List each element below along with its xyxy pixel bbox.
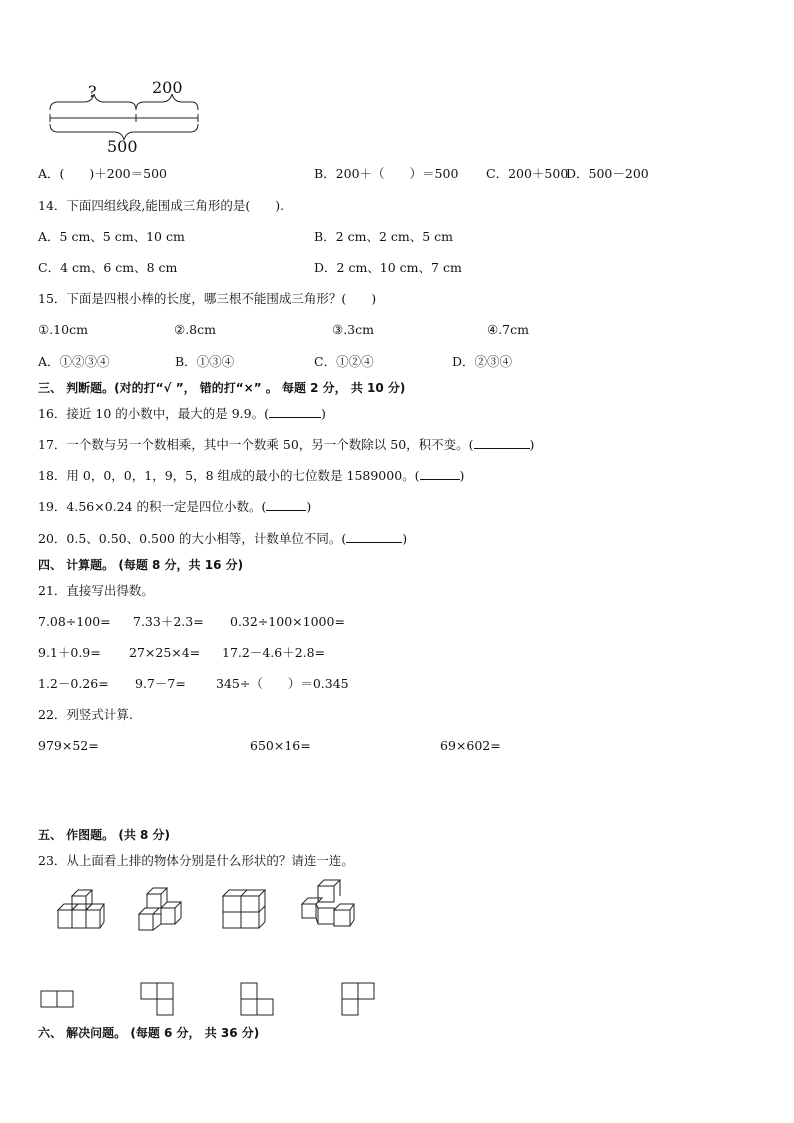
top-view-shape-1[interactable] xyxy=(40,990,76,1008)
q15-stick-2: ②.8cm xyxy=(174,322,216,337)
q21-r3c3: 345÷（ ）＝0.345 xyxy=(216,676,349,691)
q14-option-d: D．2 cm、10 cm、7 cm xyxy=(314,260,462,275)
section6-title: 六、 解决问题。 (每题 6 分， 共 36 分) xyxy=(38,1026,260,1040)
q22-item-3: 69×602= xyxy=(440,738,501,753)
q22-item-1: 979×52= xyxy=(38,738,99,753)
section5-title: 五、 作图题。 (共 8 分) xyxy=(38,828,171,842)
cube-figure-1 xyxy=(56,896,106,932)
q17-text: 17．一个数与另一个数相乘，其中一个数乘 50，另一个数除以 50，积不变。( xyxy=(38,437,474,452)
q20-item xyxy=(38,531,407,547)
q18-close: ) xyxy=(459,468,465,483)
q21-r1c2: 7.33＋2.3= xyxy=(133,614,204,629)
q17-answer-blank[interactable] xyxy=(474,437,530,449)
q19-item xyxy=(38,499,311,515)
q22-stem: 22．列竖式计算. xyxy=(38,707,133,722)
q15-option-c: C．①②④ xyxy=(314,354,374,369)
q20-text: 20．0.5、0.50、0.500 的大小相等，计数单位不同。( xyxy=(38,531,347,546)
q20-close: ) xyxy=(402,531,408,546)
top-view-shape-3[interactable] xyxy=(240,982,276,1018)
q15-stick-4: ④.7cm xyxy=(487,322,529,337)
q18-item xyxy=(38,468,464,484)
q16-answer-blank[interactable] xyxy=(269,406,321,418)
top-view-shape-4[interactable] xyxy=(341,982,377,1018)
q22-item-2: 650×16= xyxy=(250,738,311,753)
q19-answer-blank[interactable] xyxy=(266,499,306,511)
q19-text: 19．4.56×0.24 的积一定是四位小数。( xyxy=(38,499,267,514)
q21-r2c2: 27×25×4= xyxy=(129,645,201,660)
q13-option-b: B．200＋（ ）＝500 xyxy=(314,166,459,181)
q21-r1c1: 7.08÷100= xyxy=(38,614,111,629)
cube-figure-4 xyxy=(300,880,356,932)
cube-figure-3 xyxy=(221,886,271,932)
q21-stem: 21．直接写出得数。 xyxy=(38,583,154,598)
q13-option-a: A．( )＋200＝500 xyxy=(38,166,167,181)
q15-option-b: B．①③④ xyxy=(175,354,235,369)
top-view-shape-2[interactable] xyxy=(140,982,176,1018)
q17-item xyxy=(38,437,534,453)
q21-r3c2: 9.7－7= xyxy=(135,676,186,691)
q15-option-d: D．②③④ xyxy=(452,354,513,369)
q14-option-b: B．2 cm、2 cm、5 cm xyxy=(314,229,454,244)
q14-option-a: A．5 cm、5 cm、10 cm xyxy=(38,229,185,244)
q15-stem: 15．下面是四根小棒的长度，哪三根不能围成三角形？( ) xyxy=(38,291,377,306)
q15-stick-1: ①.10cm xyxy=(38,322,88,337)
q13-option-d: D．500－200 xyxy=(566,166,649,181)
section4-title: 四、 计算题。 (每题 8 分，共 16 分) xyxy=(38,558,244,572)
total-label: 500 xyxy=(107,137,138,156)
q19-close: ) xyxy=(306,499,312,514)
q20-answer-blank[interactable] xyxy=(346,531,402,543)
q21-r2c3: 17.2－4.6＋2.8= xyxy=(222,645,326,660)
q15-stick-3: ③.3cm xyxy=(332,322,374,337)
q16-item xyxy=(38,406,326,422)
q14-option-c: C．4 cm、6 cm、8 cm xyxy=(38,260,178,275)
q15-option-a: A．①②③④ xyxy=(38,354,110,369)
section3-title: 三、 判断题。(对的打“√ ”， 错的打“×” 。 每题 2 分， 共 10 分) xyxy=(38,381,406,395)
top-value-label: 200 xyxy=(152,78,183,97)
q16-text: 16．接近 10 的小数中，最大的是 9.9。( xyxy=(38,406,269,421)
q18-text: 18．用 0，0，0，1，9，5，8 组成的最小的七位数是 1589000。( xyxy=(38,468,420,483)
q16-close: ) xyxy=(321,406,326,421)
q14-stem: 14．下面四组线段,能围成三角形的是( ). xyxy=(38,198,285,213)
q17-close: ) xyxy=(529,437,535,452)
q21-r3c1: 1.2－0.26= xyxy=(38,676,109,691)
cube-figure-2 xyxy=(137,886,187,934)
q21-r1c3: 0.32÷100×1000= xyxy=(230,614,345,629)
q13-option-c: C．200＋500 xyxy=(486,166,569,181)
q21-r2c1: 9.1＋0.9= xyxy=(38,645,101,660)
question-mark-label: ? xyxy=(88,82,97,101)
q18-answer-blank[interactable] xyxy=(420,468,460,480)
q23-stem: 23．从上面看上排的物体分别是什么形状的？请连一连。 xyxy=(38,853,354,868)
